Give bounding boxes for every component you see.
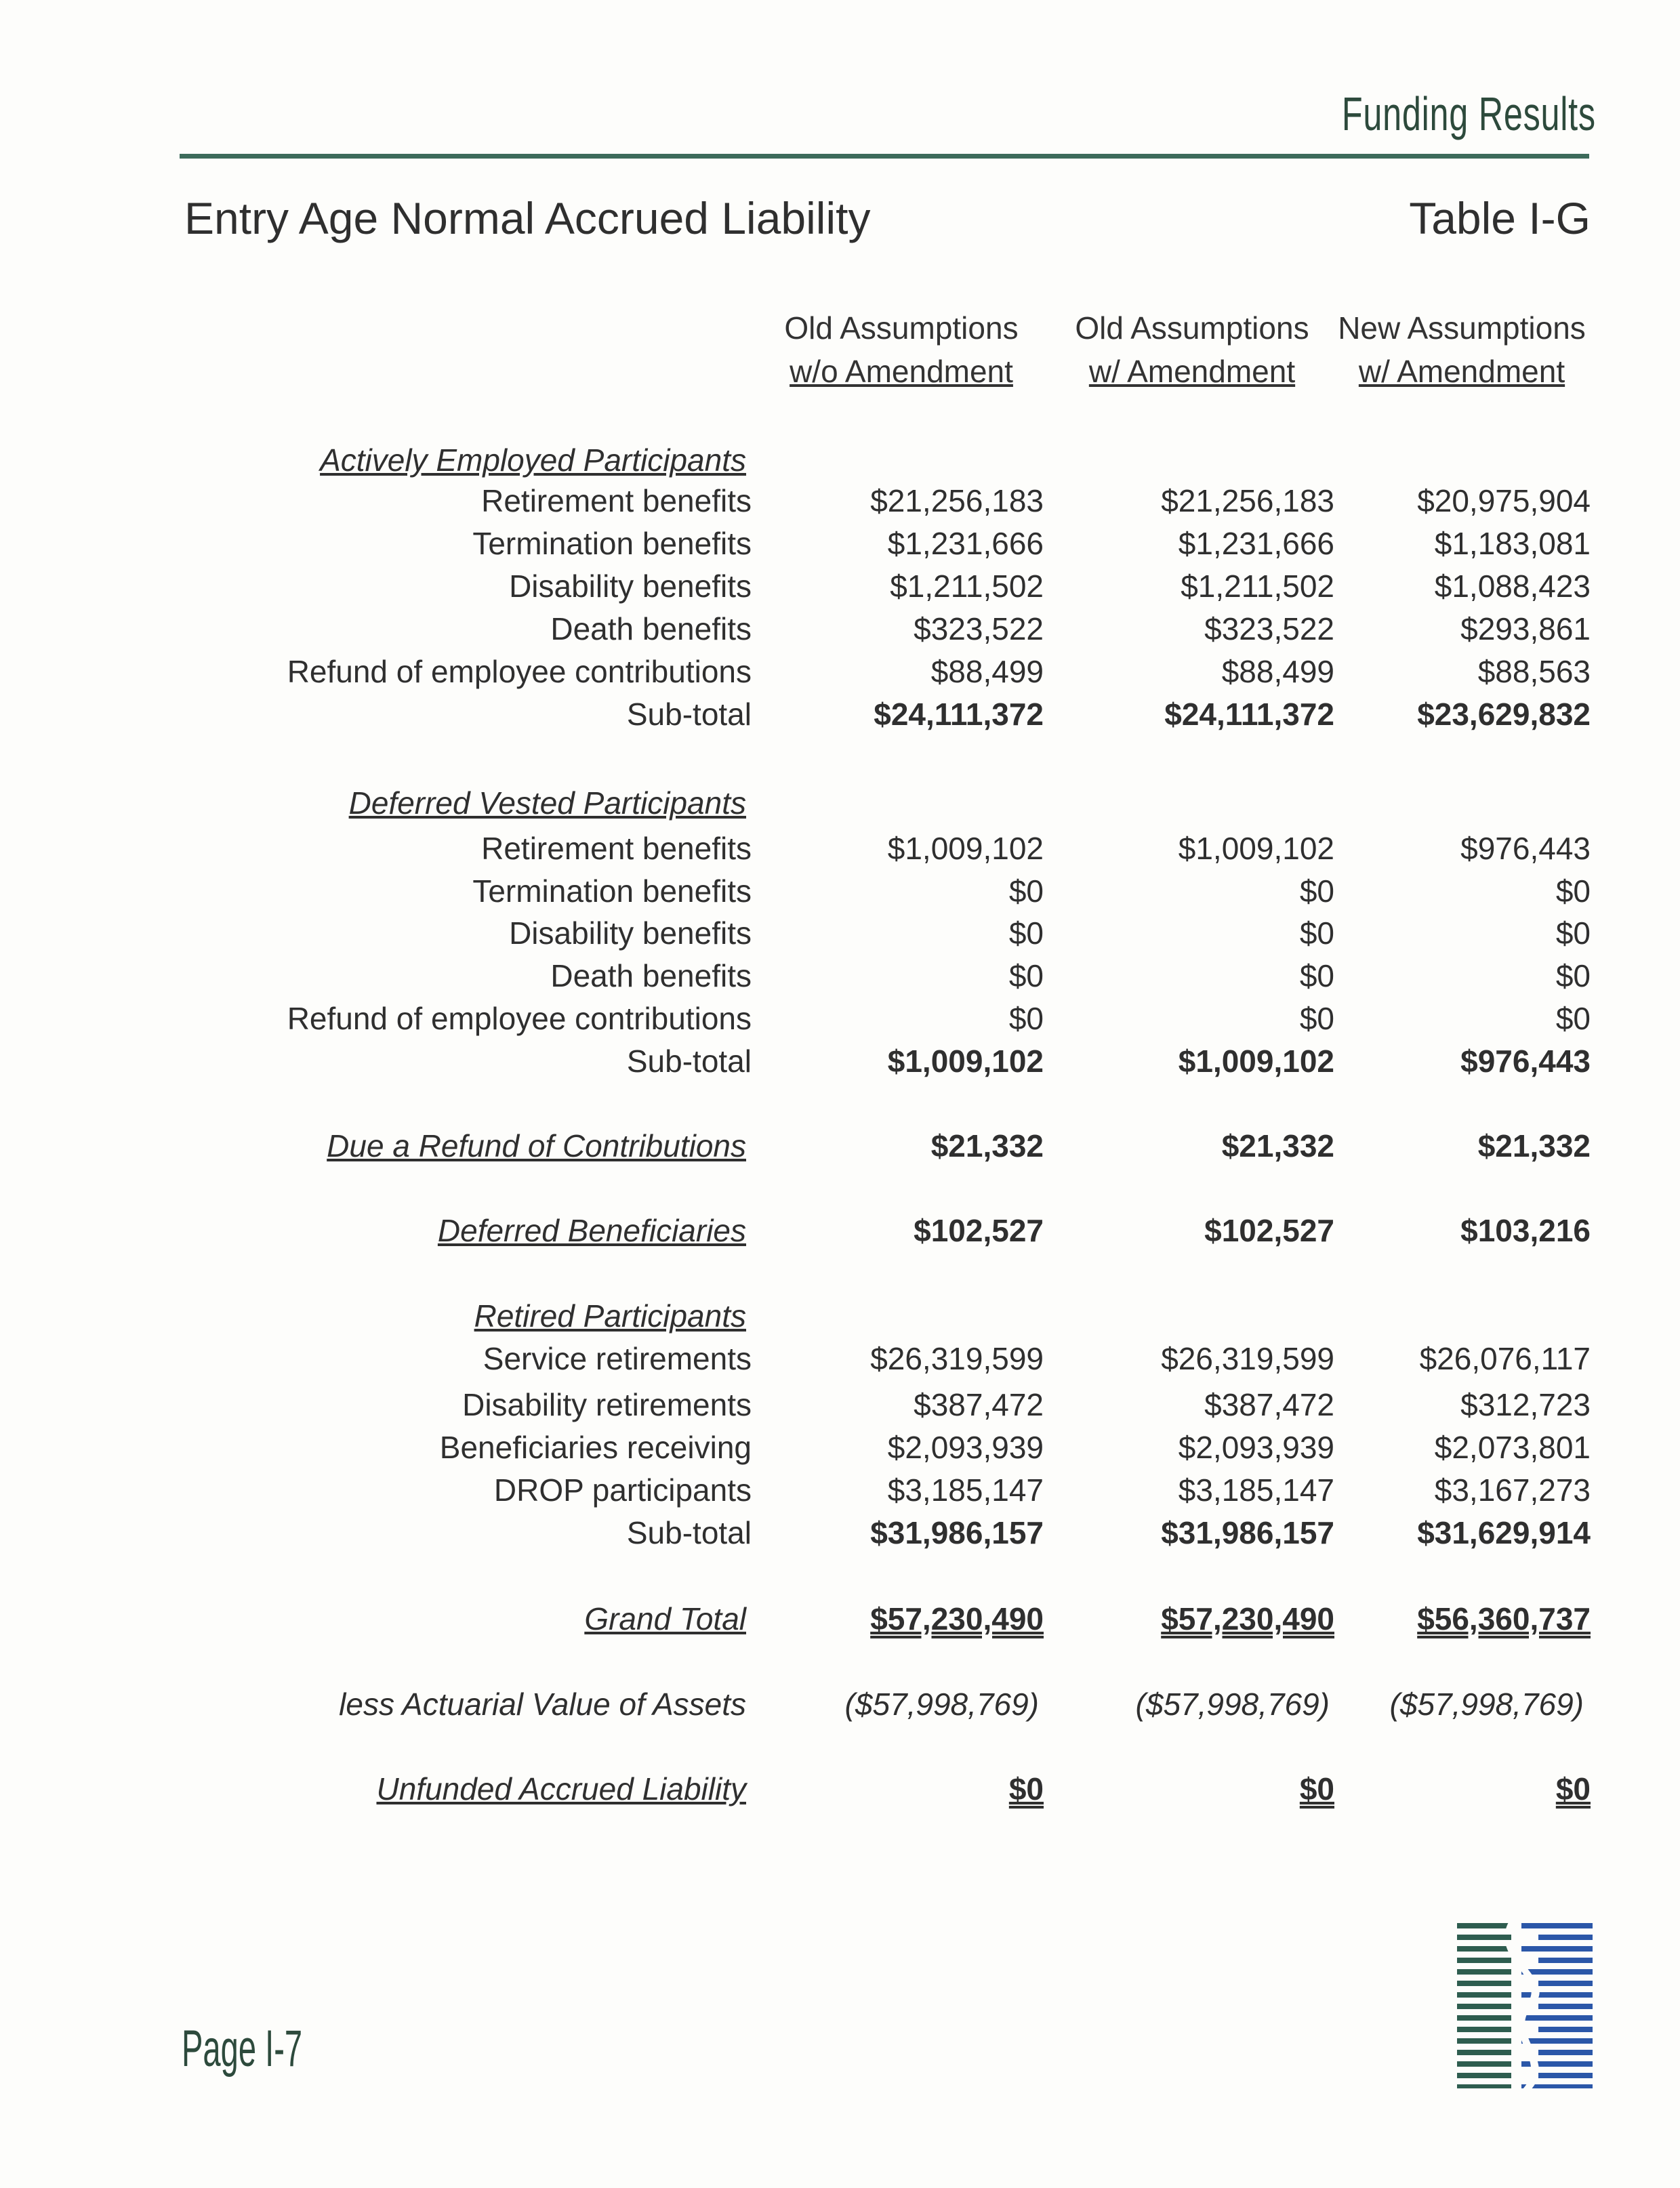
group-title: Deferred Vested Participants bbox=[348, 785, 746, 821]
row-label: Retirement benefits bbox=[481, 831, 752, 866]
column-header-1-line1: Old Assumptions bbox=[784, 310, 1019, 346]
cell-col3: $31,629,914 bbox=[1417, 1515, 1591, 1550]
cell-col2: $0 bbox=[1299, 873, 1334, 909]
cell-col3: $0 bbox=[1555, 1001, 1591, 1036]
row-label: Grand Total bbox=[584, 1601, 746, 1636]
row-label: less Actuarial Value of Assets bbox=[339, 1687, 746, 1722]
column-header-2 bbox=[1050, 306, 1334, 393]
cell-col3: $312,723 bbox=[1460, 1387, 1591, 1422]
row-label: Deferred Beneficiaries bbox=[437, 1213, 746, 1248]
section-title: Funding Results bbox=[1342, 87, 1596, 140]
row-label: Disability benefits bbox=[509, 569, 752, 604]
row-label: DROP participants bbox=[493, 1472, 752, 1508]
row-label: Refund of employee contributions bbox=[287, 654, 752, 689]
table-id: Table I-G bbox=[1409, 193, 1591, 243]
cell-col3: $1,183,081 bbox=[1434, 526, 1591, 561]
cell-col1: $2,093,939 bbox=[887, 1430, 1044, 1465]
table-row bbox=[0, 482, 1680, 523]
cell-col1: $102,527 bbox=[914, 1213, 1044, 1248]
page-title: Entry Age Normal Accrued Liability bbox=[184, 193, 871, 243]
column-header-1 bbox=[759, 306, 1044, 393]
cell-col3: $976,443 bbox=[1460, 1044, 1591, 1079]
table-row bbox=[0, 1340, 1680, 1381]
subtotal-row bbox=[0, 1043, 1680, 1083]
cell-col1: $387,472 bbox=[914, 1387, 1044, 1422]
cell-col1: $31,986,157 bbox=[870, 1515, 1044, 1550]
cell-col3: $0 bbox=[1555, 958, 1591, 993]
cell-col1: $0 bbox=[1008, 915, 1044, 951]
cell-col3: $103,216 bbox=[1460, 1213, 1591, 1248]
cell-col1: $21,332 bbox=[930, 1128, 1044, 1163]
group-title: Actively Employed Participants bbox=[320, 442, 746, 478]
row-label: Refund of employee contributions bbox=[287, 1001, 752, 1036]
row-label: Death benefits bbox=[550, 958, 752, 993]
cell-col2: $1,009,102 bbox=[1178, 1044, 1334, 1079]
cell-col3: $20,975,904 bbox=[1417, 483, 1591, 518]
due-refund-row bbox=[0, 1128, 1680, 1168]
table-row bbox=[0, 1000, 1680, 1041]
row-label: Sub-total bbox=[626, 697, 752, 732]
cell-col3: $26,076,117 bbox=[1419, 1341, 1591, 1376]
cell-col3: $0 bbox=[1555, 1771, 1591, 1807]
subtotal-row bbox=[0, 696, 1680, 737]
header-rule bbox=[180, 154, 1589, 159]
deferred-beneficiaries-row bbox=[0, 1212, 1680, 1253]
group-heading-retired bbox=[0, 1298, 1680, 1338]
row-label: Death benefits bbox=[550, 611, 752, 646]
cell-col2: $21,256,183 bbox=[1161, 483, 1334, 518]
cell-col2: $1,231,666 bbox=[1178, 526, 1334, 561]
cell-col2: $57,230,490 bbox=[1161, 1601, 1334, 1636]
unfunded-row bbox=[0, 1771, 1680, 1811]
cell-col1: $0 bbox=[1008, 1771, 1044, 1807]
cell-col1: $1,009,102 bbox=[887, 1044, 1044, 1079]
cell-col3: $88,563 bbox=[1477, 654, 1591, 689]
cell-col3: $2,073,801 bbox=[1434, 1430, 1591, 1465]
table-row bbox=[0, 1386, 1680, 1427]
cell-col1: $0 bbox=[1008, 873, 1044, 909]
group-heading-deferred-vested bbox=[0, 785, 1680, 825]
table-row bbox=[0, 1472, 1680, 1512]
cell-col1: $26,319,599 bbox=[870, 1341, 1044, 1376]
cell-col1: $3,185,147 bbox=[887, 1472, 1044, 1508]
cell-col2: $1,009,102 bbox=[1178, 831, 1334, 866]
table-row bbox=[0, 915, 1680, 955]
less-assets-row bbox=[0, 1686, 1680, 1727]
cell-col1: $0 bbox=[1008, 1001, 1044, 1036]
cell-col3: ($57,998,769) bbox=[1389, 1687, 1584, 1722]
cell-col2: $26,319,599 bbox=[1161, 1341, 1334, 1376]
row-label: Service retirements bbox=[483, 1341, 752, 1376]
cell-col1: $323,522 bbox=[914, 611, 1044, 646]
group-title: Retired Participants bbox=[474, 1298, 746, 1334]
cell-col2: $102,527 bbox=[1204, 1213, 1334, 1248]
cell-col2: $3,185,147 bbox=[1178, 1472, 1334, 1508]
page-number: Page I-7 bbox=[182, 2020, 303, 2078]
cell-col1: $88,499 bbox=[930, 654, 1044, 689]
row-label: Unfunded Accrued Liability bbox=[376, 1771, 746, 1807]
cell-col2: $88,499 bbox=[1221, 654, 1334, 689]
company-logo-icon bbox=[1457, 1918, 1593, 2090]
cell-col1: $0 bbox=[1008, 958, 1044, 993]
row-label: Disability retirements bbox=[462, 1387, 752, 1422]
cell-col1: $1,009,102 bbox=[887, 831, 1044, 866]
row-label: Termination benefits bbox=[472, 873, 752, 909]
cell-col2: $0 bbox=[1299, 958, 1334, 993]
table-row bbox=[0, 525, 1680, 566]
cell-col2: $387,472 bbox=[1204, 1387, 1334, 1422]
cell-col3: $293,861 bbox=[1460, 611, 1591, 646]
column-header-1-line2: w/o Amendment bbox=[790, 354, 1013, 389]
cell-col3: $3,167,273 bbox=[1434, 1472, 1591, 1508]
cell-col2: $21,332 bbox=[1221, 1128, 1334, 1163]
cell-col3: $1,088,423 bbox=[1434, 569, 1591, 604]
cell-col2: $2,093,939 bbox=[1178, 1430, 1334, 1465]
cell-col3: $56,360,737 bbox=[1417, 1601, 1591, 1636]
column-header-3 bbox=[1319, 306, 1604, 393]
subtotal-row bbox=[0, 1514, 1680, 1555]
cell-col3: $23,629,832 bbox=[1417, 697, 1591, 732]
cell-col2: $323,522 bbox=[1204, 611, 1334, 646]
column-header-3-line1: New Assumptions bbox=[1338, 310, 1586, 346]
row-label: Termination benefits bbox=[472, 526, 752, 561]
cell-col1: $24,111,372 bbox=[874, 697, 1044, 732]
group-heading-active bbox=[0, 442, 1680, 482]
cell-col3: $0 bbox=[1555, 873, 1591, 909]
table-row bbox=[0, 653, 1680, 694]
cell-col1: $1,211,502 bbox=[890, 569, 1044, 604]
cell-col2: ($57,998,769) bbox=[1135, 1687, 1330, 1722]
table-row bbox=[0, 1429, 1680, 1470]
column-header-2-line1: Old Assumptions bbox=[1075, 310, 1309, 346]
table-row bbox=[0, 830, 1680, 871]
table-row bbox=[0, 611, 1680, 651]
cell-col3: $21,332 bbox=[1477, 1128, 1591, 1163]
row-label: Beneficiaries receiving bbox=[439, 1430, 752, 1465]
cell-col2: $24,111,372 bbox=[1164, 697, 1334, 732]
cell-col1: ($57,998,769) bbox=[844, 1687, 1039, 1722]
table-row bbox=[0, 873, 1680, 913]
grand-total-row bbox=[0, 1601, 1680, 1641]
row-label: Due a Refund of Contributions bbox=[327, 1128, 746, 1163]
column-header-2-line2: w/ Amendment bbox=[1088, 354, 1296, 389]
cell-col1: $1,231,666 bbox=[887, 526, 1044, 561]
cell-col3: $976,443 bbox=[1460, 831, 1591, 866]
cell-col2: $0 bbox=[1299, 915, 1334, 951]
cell-col1: $21,256,183 bbox=[870, 483, 1044, 518]
column-header-3-line2: w/ Amendment bbox=[1358, 354, 1565, 389]
row-label: Sub-total bbox=[626, 1044, 752, 1079]
row-label: Retirement benefits bbox=[481, 483, 752, 518]
row-label: Disability benefits bbox=[509, 915, 752, 951]
table-row bbox=[0, 568, 1680, 608]
cell-col1: $57,230,490 bbox=[870, 1601, 1044, 1636]
row-label: Sub-total bbox=[626, 1515, 752, 1550]
table-row bbox=[0, 957, 1680, 998]
cell-col2: $1,211,502 bbox=[1181, 569, 1334, 604]
cell-col2: $0 bbox=[1299, 1001, 1334, 1036]
cell-col2: $31,986,157 bbox=[1161, 1515, 1334, 1550]
cell-col3: $0 bbox=[1555, 915, 1591, 951]
cell-col2: $0 bbox=[1299, 1771, 1334, 1807]
